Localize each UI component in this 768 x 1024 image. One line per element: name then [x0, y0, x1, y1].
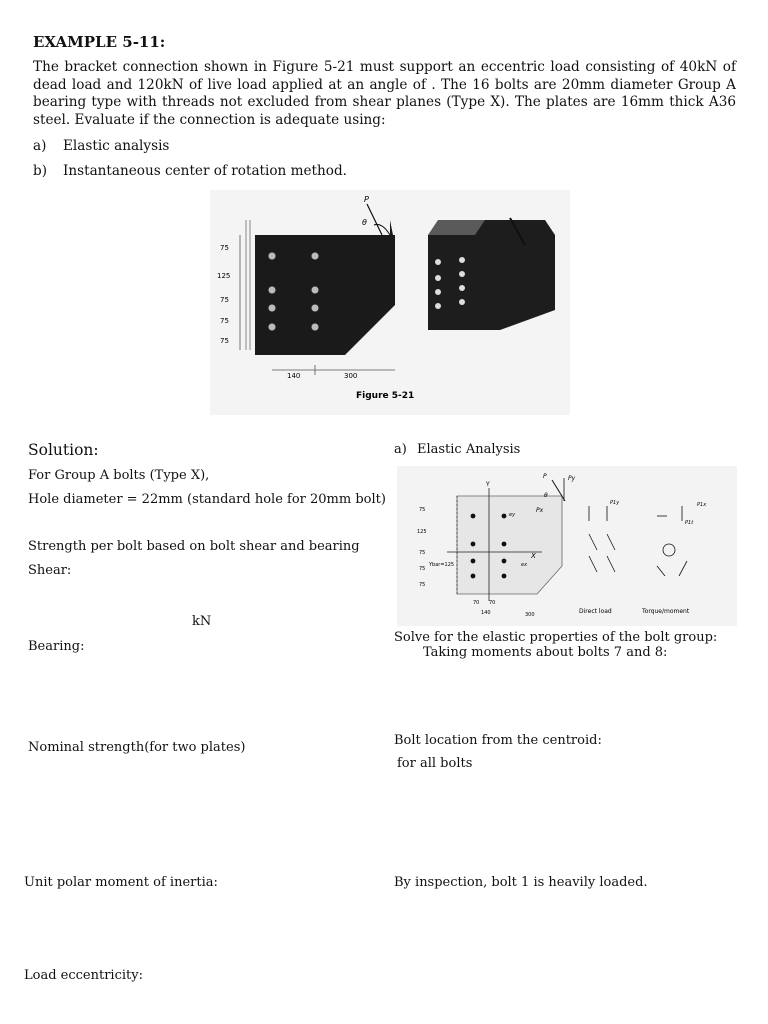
item-a [33, 138, 169, 154]
p1y-label: P1y [610, 500, 620, 506]
problem-statement: The bracket connection shown in Figure 5-21 must support an eccentric load consisting of 40kN of dead load and 120kN of live load applied at an angle of . The 16 bolts are 20mm diameter Group A bearing type with threads not excluded from shear planes (Type X). The plates are 16mm thick A36 steel. Evaluate if the connection is adequate using: [33, 59, 736, 128]
bolt [502, 542, 507, 547]
all-bolts-text: for all bolts [397, 756, 473, 771]
figure-5-21 [210, 190, 570, 415]
left-dim: 125 [217, 272, 231, 280]
x-axis-label: X [531, 552, 536, 560]
item-a-label: a) [33, 138, 47, 154]
bolt [268, 252, 276, 260]
moments-text: Taking moments about bolts 7 and 8: [423, 645, 668, 660]
left-dim: 75 [220, 317, 229, 325]
item-b-text: Instantaneous center of rotation method. [63, 163, 347, 179]
ybar-label: Ybar=125 [429, 562, 455, 568]
bolt [471, 542, 476, 547]
bolt [471, 574, 476, 579]
bolt [459, 257, 465, 263]
item-b-label: b) [33, 163, 48, 179]
solve-text: Solve for the elastic properties of the bolt group: [394, 630, 718, 645]
bottom-dim: 140 [287, 372, 301, 380]
bolt [435, 289, 441, 295]
strength-text: Strength per bolt based on bolt shear and bearing [28, 539, 360, 554]
bolt [502, 574, 507, 579]
bolt [268, 286, 276, 294]
left-dim: 75 [220, 244, 229, 252]
ex-label: ex [521, 562, 528, 568]
load-label: P [364, 195, 369, 204]
heading-text: Elastic Analysis [416, 442, 521, 457]
diagram-px-label: Px [536, 507, 544, 514]
polar-moment-label: Unit polar moment of inertia: [24, 875, 218, 890]
bolt-location-text: Bolt location from the centroid: [394, 733, 602, 748]
torque-label: Torque/moment [642, 608, 690, 615]
item-b [33, 163, 347, 179]
elastic-analysis-diagram [397, 466, 737, 626]
item-a-text: Elastic analysis [63, 138, 170, 154]
ey-label: ey [509, 512, 516, 518]
bracket-photo-top [428, 220, 485, 235]
bolt [459, 285, 465, 291]
left-dim: 125 [417, 529, 427, 535]
left-dim: 75 [419, 507, 426, 513]
bolt [311, 252, 319, 260]
bolt [459, 271, 465, 277]
eccentricity-label: Load eccentricity: [24, 968, 143, 983]
bolt [435, 303, 441, 309]
bolt [268, 323, 276, 331]
y-axis-label: Y [486, 481, 490, 488]
bolt [311, 286, 319, 294]
bolt [471, 559, 476, 564]
inspection-text: By inspection, bolt 1 is heavily loaded. [394, 875, 648, 890]
bolt [471, 514, 476, 519]
bottom-dim: 300 [344, 372, 358, 380]
bracket-photo [428, 220, 555, 330]
left-dim: 75 [220, 296, 229, 304]
shear-label: Shear: [28, 563, 72, 578]
p1x-label: P1x [697, 502, 707, 508]
group-a-text: For Group A bolts (Type X), [28, 468, 210, 483]
bolt [502, 514, 507, 519]
figure-caption: Figure 5-21 [356, 391, 415, 401]
diagram-theta-label: θ [544, 492, 548, 499]
left-dim: 75 [220, 337, 229, 345]
nominal-strength-label: Nominal strength(for two plates) [28, 740, 246, 755]
heading-label: a) [394, 442, 407, 457]
bottom-dim: 70 [489, 600, 496, 606]
diagram-p-label: P [543, 473, 547, 480]
kn-unit: kN [192, 614, 212, 629]
angle-label: θ [362, 218, 367, 227]
diagram-py-label: Py [568, 475, 576, 482]
left-dim: 75 [419, 582, 426, 588]
elastic-analysis-heading [394, 442, 520, 457]
bolt [311, 323, 319, 331]
example-title: EXAMPLE 5-11: [33, 33, 166, 51]
left-dim: 75 [419, 566, 426, 572]
bolt [435, 275, 441, 281]
bolt [502, 559, 507, 564]
bottom-dim: 70 [473, 600, 480, 606]
p1t-label: P1t [685, 520, 694, 526]
solution-heading: Solution: [28, 441, 99, 459]
bolt [435, 259, 441, 265]
bolt [311, 304, 319, 312]
bottom-dim: 300 [525, 612, 535, 618]
hole-diameter-text: Hole diameter = 22mm (standard hole for 20mm bolt) [28, 492, 386, 507]
direct-load-label: Direct load [579, 608, 612, 615]
left-dim: 75 [419, 550, 426, 556]
bottom-dim: 140 [481, 610, 491, 616]
bolt [459, 299, 465, 305]
bearing-label: Bearing: [28, 639, 85, 654]
bolt [268, 304, 276, 312]
